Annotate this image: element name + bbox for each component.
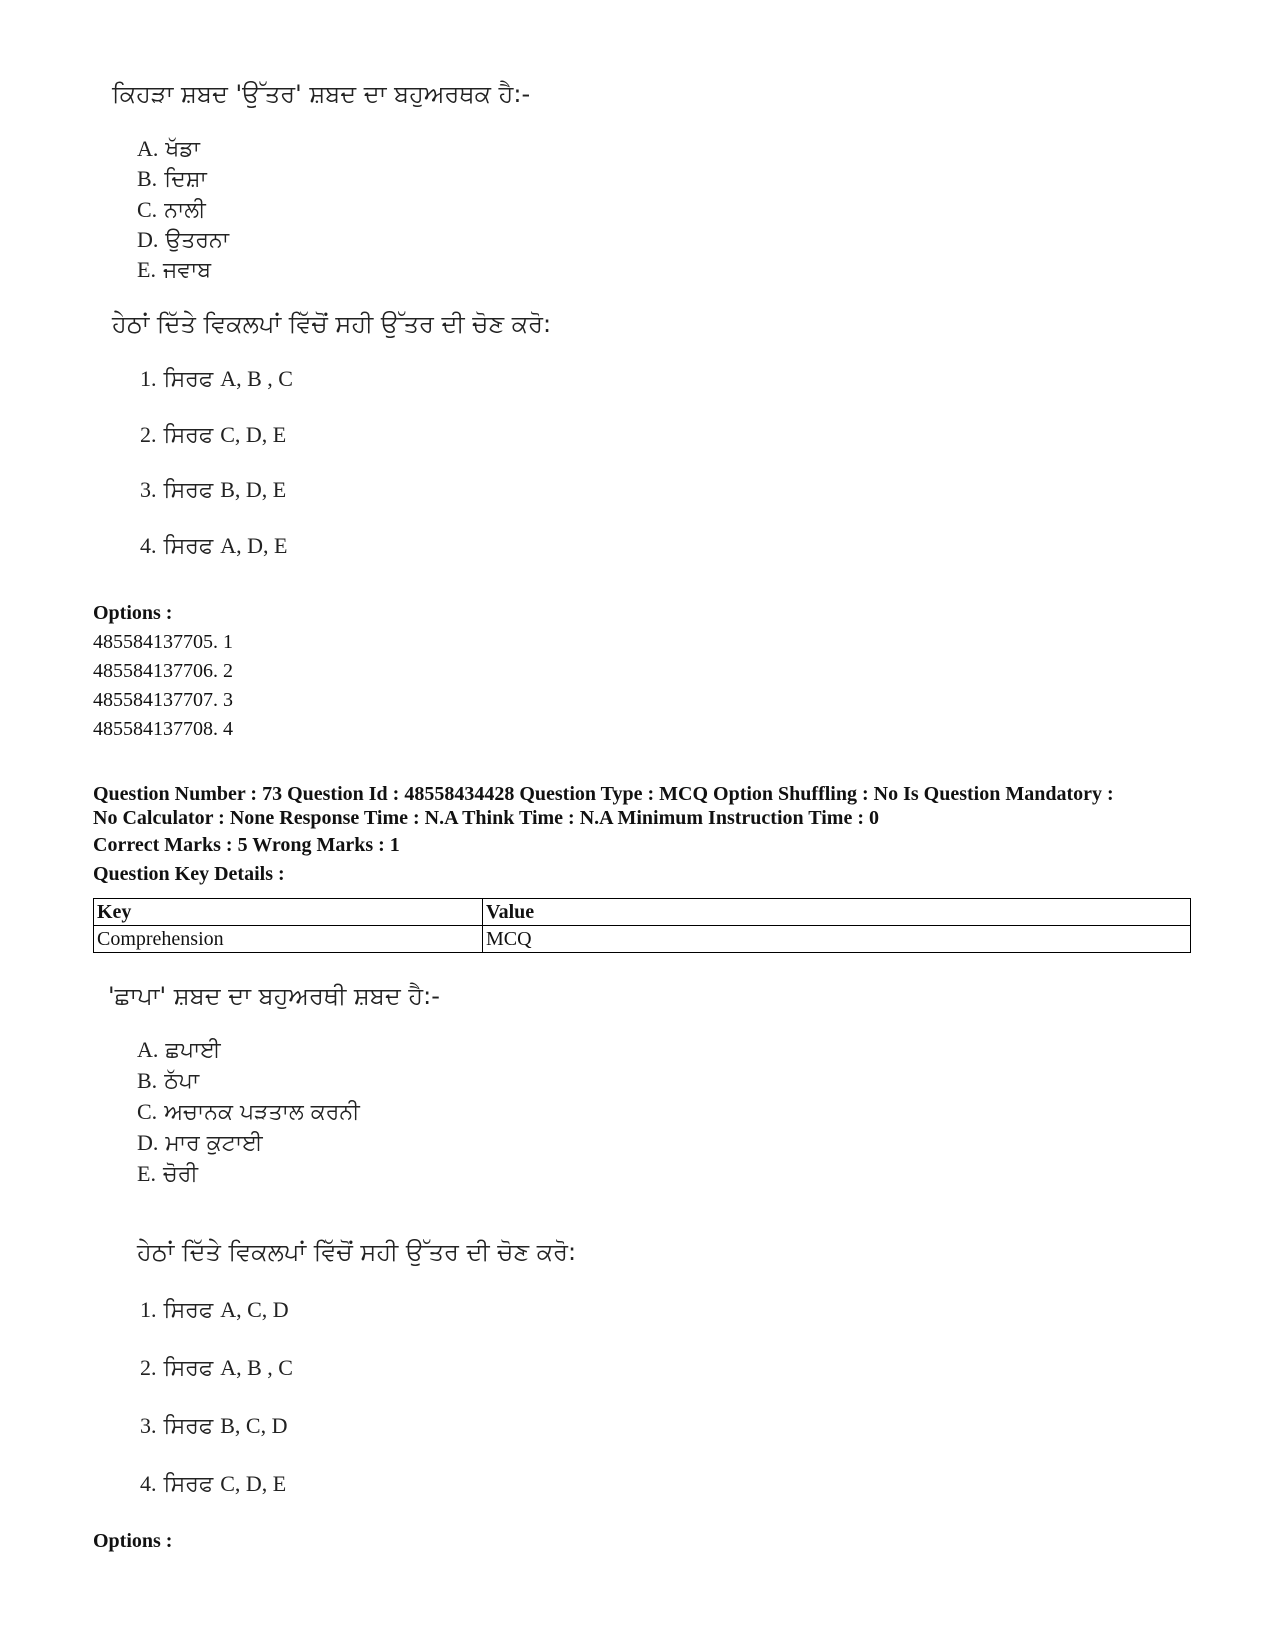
question-meta-line-1: Question Number : 73 Question Id : 48558434428 Question Type : MCQ Option Shuffling : No Is Question Mandatory : [93,783,1114,805]
question-2-choice-2 [140,1355,293,1381]
choice-word: ਸਿਰਫ [163,478,214,503]
table-header-key: Key [94,899,483,926]
item-label: B. [137,1068,158,1093]
item-label: D. [137,227,159,252]
choice-word: ਸਿਰਫ [163,1356,214,1381]
item-text: ਜਵਾਬ [162,258,212,283]
table-cell: MCQ [483,926,1191,953]
choice-text: A, B , C [220,366,293,391]
item-label: A. [137,1037,159,1062]
item-text: ਚੋਰੀ [162,1162,199,1187]
item-text: ਖੱਡਾ [165,137,200,162]
question-2-choice-3 [140,1413,288,1439]
choice-number: 4. [140,1471,157,1496]
question-1-item-a [137,136,200,162]
question-1-choice-4 [140,533,287,559]
choice-text: C, D, E [220,422,287,447]
choice-number: 1. [140,1297,157,1322]
choice-number: 4. [140,533,157,558]
choice-word: ਸਿਰਫ [163,423,214,448]
item-text: ਨਾਲੀ [164,198,206,223]
choice-text: A, D, E [220,533,288,558]
choice-text: B, C, D [220,1413,288,1438]
table-header-value: Value [483,899,1191,926]
question-1-choice-1 [140,366,293,392]
item-text: ਮਾਰ ਕੁਟਾਈ [165,1131,263,1156]
options-heading: Options : [93,602,173,624]
choice-text: A, B , C [220,1355,293,1380]
question-key-details-heading: Question Key Details : [93,863,285,885]
choice-number: 1. [140,366,157,391]
options-heading: Options : [93,1530,173,1552]
item-text: ਅਚਾਨਕ ਪੜਤਾਲ ਕਰਨੀ [164,1100,360,1125]
question-2-item-d [137,1130,263,1156]
option-id-4: 485584137708. 4 [93,718,233,740]
choice-number: 2. [140,1355,157,1380]
table-row [94,926,1191,953]
item-text: ਉਤਰਨਾ [165,228,230,253]
choice-word: ਸਿਰਫ [163,367,214,392]
item-label: E. [137,257,156,282]
question-2-item-e [137,1161,198,1187]
question-2-stem: 'ਛਾਪਾ' ਸ਼ਬਦ ਦਾ ਬਹੁਅਰਥੀ ਸ਼ਬਦ ਹੈ:- [108,982,440,1010]
item-label: A. [137,136,159,161]
question-1-item-b [137,166,207,192]
question-2-choice-1 [140,1297,289,1323]
choice-word: ਸਿਰਫ [163,1414,214,1439]
question-1-item-e [137,257,211,283]
question-key-details-table [93,898,1191,953]
choice-word: ਸਿਰਫ [163,1298,214,1323]
choice-text: B, D, E [220,477,287,502]
table-header-row [94,899,1191,926]
option-id-1: 485584137705. 1 [93,631,233,653]
choice-word: ਸਿਰਫ [163,1472,214,1497]
item-label: D. [137,1130,159,1155]
item-label: C. [137,1099,158,1124]
question-1-item-d [137,227,229,253]
item-text: ਛਪਾਈ [165,1038,221,1063]
question-2-item-a [137,1037,221,1063]
question-meta-line-2: No Calculator : None Response Time : N.A Think Time : N.A Minimum Instruction Time : 0 [93,807,879,829]
question-2-item-b [137,1068,199,1094]
table-cell: Comprehension [94,926,483,953]
question-marks: Correct Marks : 5 Wrong Marks : 1 [93,834,400,856]
question-1-instruction: ਹੇਠਾਂ ਦਿੱਤੇ ਵਿਕਲਪਾਂ ਵਿੱਚੋਂ ਸਹੀ ਉੱਤਰ ਦੀ ਚੋਣ ਕਰੋ: [112,310,552,338]
choice-number: 3. [140,1413,157,1438]
choice-number: 2. [140,422,157,447]
item-label: B. [137,166,158,191]
option-id-2: 485584137706. 2 [93,660,233,682]
choice-text: A, C, D [220,1297,289,1322]
question-2-item-c [137,1099,360,1125]
choice-number: 3. [140,477,157,502]
question-1-choice-2 [140,422,286,448]
item-text: ਠੱਪਾ [164,1069,200,1094]
question-1-choice-3 [140,477,286,503]
question-2-choice-4 [140,1471,286,1497]
item-label: E. [137,1161,156,1186]
question-1-item-c [137,197,206,223]
item-label: C. [137,197,158,222]
item-text: ਦਿਸ਼ਾ [164,167,207,192]
question-2-instruction: ਹੇਠਾਂ ਦਿੱਤੇ ਵਿਕਲਪਾਂ ਵਿੱਚੋਂ ਸਹੀ ਉੱਤਰ ਦੀ ਚੋਣ ਕਰੋ: [137,1238,577,1266]
choice-text: C, D, E [220,1471,287,1496]
option-id-3: 485584137707. 3 [93,689,233,711]
question-1-stem: ਕਿਹੜਾ ਸ਼ਬਦ 'ਉੱਤਰ' ਸ਼ਬਦ ਦਾ ਬਹੁਅਰਥਕ ਹੈ:- [112,80,531,108]
choice-word: ਸਿਰਫ [163,534,214,559]
